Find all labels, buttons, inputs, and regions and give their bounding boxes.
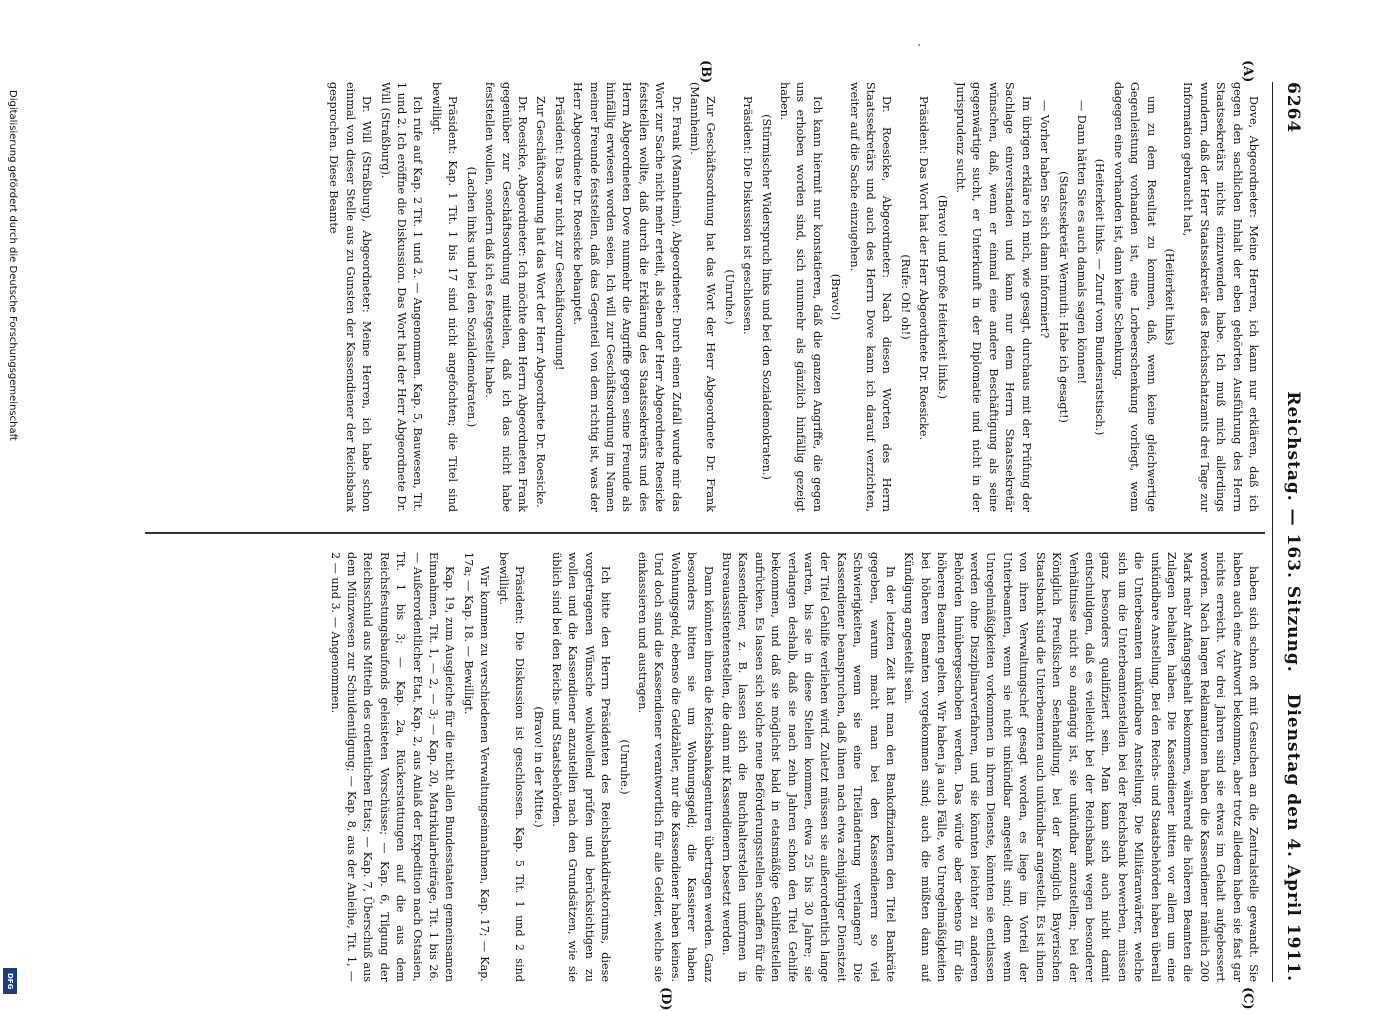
left-column-paragraph: (Bravo!) bbox=[829, 273, 843, 321]
left-column-paragraph: Zur Geschäftsordnung hat das Wort der Herr Abgeordnete Dr. Roesicke. bbox=[534, 96, 548, 508]
left-column-paragraph: Zur Geschäftsordnung hat das Wort der Herr Abgeordnete Dr. Frank (Mannheim). bbox=[688, 82, 718, 512]
right-column-paragraph: Präsident: Die Diskussion ist geschlossen. Kap. 5 Tit. 1 und 2 sind bewilligt. bbox=[496, 552, 527, 982]
left-column-paragraph: (Lachen links und bei den Sozialdemokraten.) bbox=[464, 166, 478, 428]
funding-note: Digitalisierung gefördert durch die Deutsche Forschungsgemeinschaft bbox=[7, 90, 18, 441]
margin-marker-d: (D) bbox=[658, 987, 673, 1011]
left-column-paragraph: (Rufe: Oh! oh!) bbox=[898, 254, 912, 340]
left-column-paragraph: Dr. Roesicke, Abgeordneter: Nach diesen Worten des Herrn Staatssekretärs und auch des Herrn Dove kann ich darauf verzichten, weiter auf die Sache einzugehen. bbox=[847, 82, 894, 512]
right-column-paragraph: (Bravo! in der Mitte.) bbox=[531, 706, 545, 828]
dfg-logo: DFG bbox=[3, 968, 17, 994]
left-column-paragraph: — Vorher haben Sie sich dann informiert? bbox=[1038, 100, 1052, 339]
margin-marker-a: (A) bbox=[1240, 60, 1255, 83]
digitization-footer bbox=[2, 90, 20, 990]
right-column-paragraph: Dann könnten ihnen die Reichsbankagenturen übertragen werden. Ganz besonders bitten sie um Wohnungsgeld; die Kassierer haben Wohnungsgeld, ebenso die Geldzähler, nur die Kassendiener haben keines. Und doch sind die Kassendiener verantwortlich für alle Gelder, welche sie einkassieren und austragen. bbox=[635, 552, 715, 982]
session-date: Dienstag den 4. April 1911. bbox=[1283, 693, 1303, 982]
right-column-paragraph: Ich bitte den Herrn Präsidenten des Reichsbankdirektoriums, diese vorgetragenen Wünsche wohlwollend prüfen und berücksichtigen zu wollen und die Kassendiener anzustellen nach den Grundsätzen, wie sie üblich sind bei den Reichs- und Staatsbehörden. bbox=[549, 552, 613, 982]
right-column-paragraph: (Unruhe.) bbox=[617, 739, 631, 795]
margin-marker-c: (C) bbox=[1240, 987, 1255, 1010]
left-column-paragraph: Dr. Frank (Mannheim), Abgeordneter: Durch einen Zufall wurde mir das Wort zur Sache nicht mehr erteilt, als eben der Herr Abgeordnete Roesicke feststellen wollte, daß durch die Erklärung des Staatssekretärs und des Herrn Abgeordneten Dove nunmehr die Angriffe gegen seine Freunde als hinfällig erwiesen worden seien. Ich will zur Geschäftsordnung im Namen meiner Freunde feststellen, daß das Gegenteil von dem richtig ist, was der Herr Abgeordnete Dr. Roesicke behauptet. bbox=[571, 82, 683, 512]
left-column-paragraph: Im übrigen erkläre ich mich, wie gesagt, durchaus mit der Prüfung der Sachlage einverstanden und kann nur dem Herrn Staatssekretär wünschen, daß, wenn er einmal eine andere Beschäftigung als seine gegenwärtige sucht, er Unterkunft in der Diplomatie und nicht in der Jurisprudenz sucht. bbox=[954, 82, 1033, 512]
scan-speck bbox=[918, 44, 920, 46]
left-column-paragraph: Präsident: Das war nicht zur Geschäftsordnung! bbox=[552, 96, 566, 371]
margin-marker-b: (B) bbox=[698, 60, 713, 84]
page-number: 6264 bbox=[1283, 82, 1303, 134]
left-column-paragraph: Präsident: Kap. 1 Tit. 1 bis 17 sind nicht angefochten; die Titel sind bewilligt. bbox=[429, 82, 460, 512]
column-divider bbox=[145, 532, 1265, 534]
left-column-paragraph: (Unruhe.) bbox=[722, 269, 736, 325]
page-header bbox=[1272, 82, 1313, 982]
right-column-paragraph: Wir kommen zu verschiedenen Verwaltungseinnahmen, Kap. 17; — Kap. 17a; — Kap. 18. — Bewilligt. bbox=[461, 552, 492, 982]
left-column-paragraph: (Stürmischer Widerspruch links und bei den Sozialdemokraten.) bbox=[759, 114, 773, 480]
left-column-paragraph: Dr. Roesicke, Abgeordneter: Ich möchte dem Herrn Abgeordneten Frank gegenüber zur Geschäftsordnung mitteilen, daß ich das nicht habe feststellen wollen, sondern daß ich es festgestellt habe. bbox=[483, 82, 529, 512]
left-column-paragraph: (Staatssekretär Wermuth: Habe ich gesagt!) bbox=[1056, 171, 1070, 423]
page-frame bbox=[88, 60, 1313, 1011]
left-column-paragraph: (Bravo! und große Heiterkeit links.) bbox=[935, 195, 949, 399]
right-column-paragraph: In der letzten Zeit hat man den Bankoffizianten den Titel Bankräte gegeben, warum macht man bei den Kassendienern so viel Schwierigkeiten, wenn sie eine Titeländerung verlangen? Die Kassendiener beanspruchen, daß ihnen nach etwa zehnjähriger Dienstzeit der Titel Gehilfe verliehen wird. Zuletzt müssen sie außerordentlich lange warten, bis sie in diese Stellen kommen, etwa 25 bis 30 Jahre; sie verlangen deshalb, daß sie nach zehn Jahren schon den Titel Gehilfe bekommen, und daß sie möglichst bald in etatsmäßige Gehilfenstellen aufrücken. Es lassen sich solche neue Beförderungsstellen schaffen für die Kassendiener, z. B. lassen sich die Buchhalterstellen umformen in Bureauassistentenstellen, die dann mit Kassendienern besetzt werden. bbox=[720, 552, 898, 982]
session-title: Reichstag. — 163. Sitzung. bbox=[1283, 391, 1303, 673]
right-column-paragraph: Kap. 19, zum Ausgleiche für die nicht allen Bundesstaaten gemeinsamen Einnahmen, Tit. 1, — 2, — 3; — Kap. 20, Matrikularbeiträge, Tit. 1 bis 26. — Außerordentlicher Etat, Kap. 2, aus Anlaß der Expedition nach Ostasien, Tit. 1 bis 3; — Kap. 2a, Rückerstattungen auf die aus dem Reichsfestungsbaufonds geleisteten Vorschüsse; — Kap. 6, Tilgung der Reichsschuld aus Mitteln des ordentlichen Etats; — Kap. 7, Überschuß aus dem Münzwesen zur Schuldentilgung; — Kap. 8, aus der Anleihe, Tit. 1, — 2 — und 3. — Angenommen. bbox=[328, 552, 457, 982]
left-column-paragraph: Präsident: Die Diskussion ist geschlossen. bbox=[741, 96, 755, 335]
right-column bbox=[111, 552, 1261, 982]
left-column-paragraph: Ich kann hiermit nur konstatieren, daß die ganzen Angriffe, die gegen uns erhoben worden sind, sich nunmehr als gänzlich hinfällig gezeigt haben. bbox=[778, 82, 824, 512]
left-column bbox=[111, 82, 1261, 512]
left-column-paragraph: Ich rufe auf Kap. 2 Tit. 1 und 2. — Angenommen. Kap. 5, Bauwesen, Tit. 1 und 2. Ich eröffne die Diskussion. Das Wort hat der Herr Abgeordnete Dr. Will (Straßburg). bbox=[378, 82, 425, 512]
left-column-paragraph: Präsident: Das Wort hat der Herr Abgeordnete Dr. Roesicke. bbox=[917, 96, 931, 441]
right-column-paragraph: haben sich schon oft mit Gesuchen an die Zentralstelle gewandt. Sie haben auch eine Antwort bekommen, aber trotz alledem haben sie fast gar nichts erreicht. Vor drei Jahren sind sie etwas im Gehalt aufgebessert worden. Nach langen Reklamationen haben die Kassendiener nämlich 200 Mark mehr Anfangsgehalt bekommen, während die höheren Beamten die Zulagen behalten haben. Die Kassendiener bitten vor allem um eine unkündbare Anstellung. Bei den Reichs- und Staatsbehörden haben überall die Unterbeamten unkündbare Anstellung. Die Militäranwärter, welche sich um die Unterbeamtenstellen bei der Reichsbank bewerben, müssen ganz besonders qualifiziert sein. Man kann sich auch nicht damit entschuldigen, daß es vielleicht bei der Reichsbank wegen besonderer Verhältnisse nicht so angängig ist, sie unkündbar anzustellen; bei der Königlich Preußischen Seehandlung, bei der Königlich Bayerischen Staatsbank sind die Unterbeamten auch unkündbar angestellt. Es ist ihnen von ihren Verwaltungschef gesagt worden, es liege im Vorteil der Unterbeamten, wenn sie nicht unkündbar angestellt sind; denn wenn Unregelmäßigkeiten vorkommen in ihrem Dienste, könnten sie entlassen werden ohne Disziplinarverfahren, und sie könnten leichter zu anderen Behörden hinübergeschoben werden. Das würde aber ebenso für die höheren Beamten gelten. Wir haben ja auch Fälle, wo Unregelmäßigkeiten bei höheren Beamten vorgekommen sind; auch die müßten dann auf Kündigung angestellt sein. bbox=[902, 552, 1260, 982]
left-column-paragraph: Dove, Abgeordneter: Meine Herren, ich kann nur erklären, daß ich gegen den sachlichen Inhalt der eben gehörten Ausführung des Herrn Staatssekretärs nichts einzuwenden habe. Ich muß mich allerdings wundern, daß der Herr Staatssekretär des Reichsschatzamts drei Tage zur Information gebraucht hat, bbox=[1181, 82, 1260, 512]
left-column-paragraph: Dr. Will (Straßburg), Abgeordneter: Meine Herren, ich habe schon einmal von dieser Stelle aus zu Gunsten der Kassendiener der Reichsbank gesprochen. Diese Beamte bbox=[327, 82, 374, 512]
left-column-paragraph: um zu dem Resultat zu kommen, daß, wenn keine gleichwertige Gegenleistung vorhanden ist, eine Lorbeerschenkung vorliegt, wenn dagegen eine vorhanden ist, dann keine Schenkung. bbox=[1111, 82, 1158, 512]
left-column-paragraph: (Heiterkeit links) bbox=[1162, 248, 1176, 346]
left-column-paragraph: — Dann hätten Sie es auch damals sagen können! bbox=[1074, 100, 1088, 385]
left-column-paragraph: (Heiterkeit links. — Zuruf vom Bundesratstisch.) bbox=[1093, 158, 1107, 436]
